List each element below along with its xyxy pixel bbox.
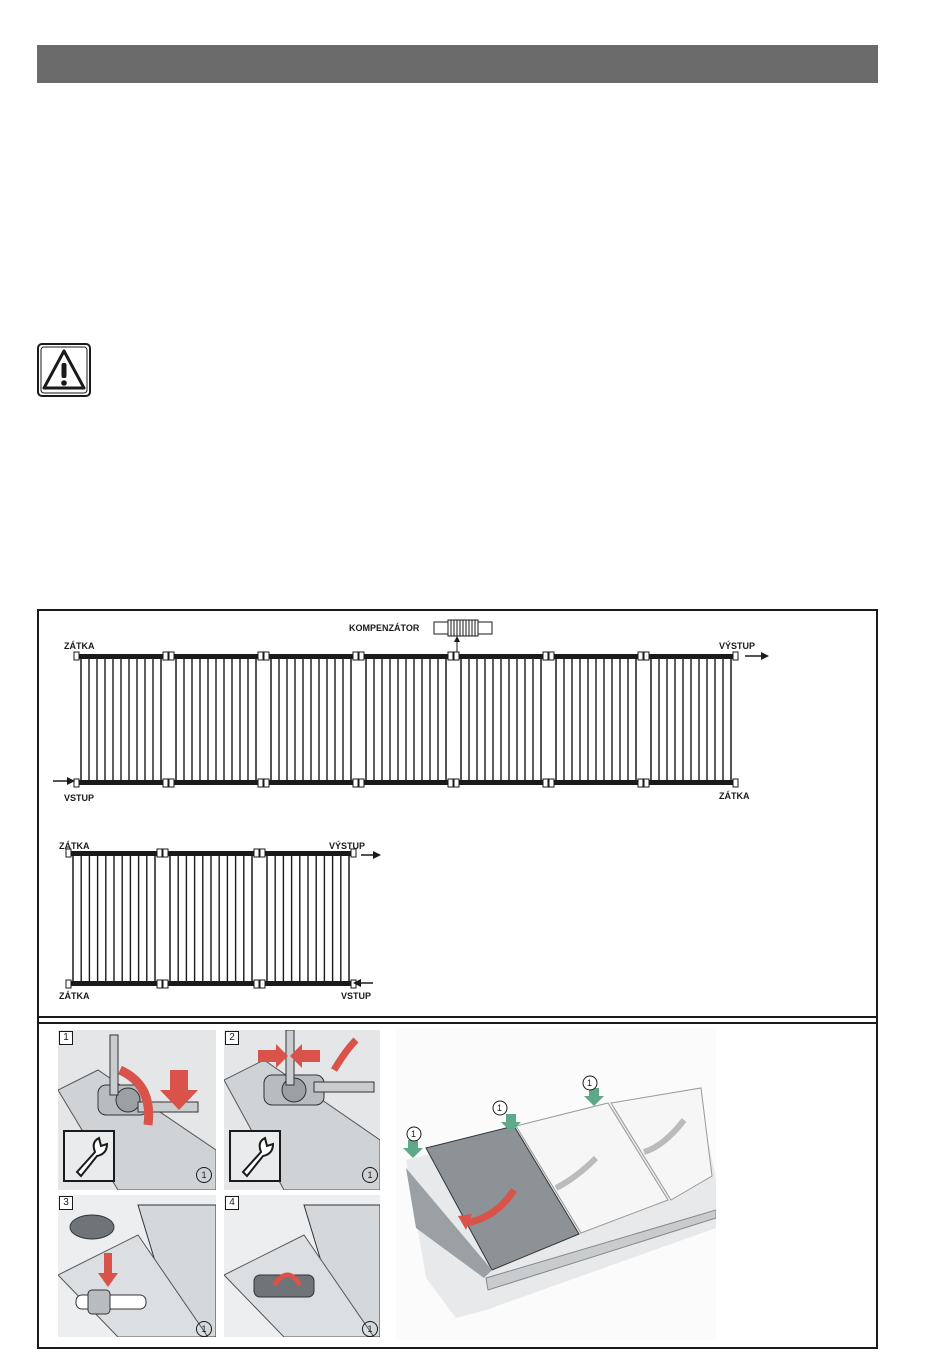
- compensator-label: KOMPENZÁTOR: [349, 623, 420, 633]
- cover-marker: 1: [411, 1129, 417, 1139]
- cover-installation-illustration: [396, 1028, 716, 1340]
- collector-panel: [169, 652, 263, 787]
- plug-left-label: ZÁTKA: [64, 641, 95, 651]
- collector-panel: [454, 652, 548, 787]
- step-badge: 1: [196, 1167, 212, 1183]
- cover-marker: 1: [497, 1103, 503, 1113]
- warning-triangle-icon: [37, 343, 91, 397]
- collector-panel: [264, 652, 358, 787]
- collector-panel: [74, 652, 168, 787]
- collector-panel: [66, 849, 162, 988]
- collector-panel: [359, 652, 453, 787]
- inlet-label: VSTUP: [64, 793, 95, 802]
- collector-panel: [549, 652, 643, 787]
- collector-panel: [260, 849, 356, 988]
- step-2-illustration: [224, 1030, 380, 1190]
- collector-series-diagram-7: [39, 612, 876, 802]
- step-badge: 1: [196, 1321, 212, 1337]
- plug-top-label: ZÁTKA: [59, 841, 90, 851]
- wrench-icon: [229, 1130, 281, 1182]
- plug-right-label: ZÁTKA: [719, 791, 750, 801]
- cover-marker: 1: [587, 1078, 593, 1088]
- step-number: 3: [59, 1196, 73, 1210]
- outlet-arrow-icon: [373, 851, 381, 859]
- step-1-illustration: [58, 1030, 216, 1190]
- outlet-label: VÝSTUP: [329, 841, 366, 851]
- frame-divider: [39, 1016, 876, 1018]
- step-3-illustration: [58, 1195, 216, 1337]
- frame-divider: [39, 1022, 876, 1024]
- collector-series-diagram-3: [39, 837, 399, 1005]
- section-header-bar: [37, 45, 878, 83]
- step-badge: 1: [362, 1321, 378, 1337]
- step-4-illustration: [224, 1195, 380, 1337]
- wrench-icon: [63, 1130, 115, 1182]
- outlet-label: VÝSTUP: [719, 641, 756, 651]
- step-number: 1: [59, 1031, 73, 1045]
- step-badge: 1: [362, 1167, 378, 1183]
- inlet-label: VSTUP: [341, 991, 372, 1001]
- outlet-arrow-icon: [761, 652, 769, 660]
- collector-panel: [644, 652, 738, 787]
- step-number: 4: [225, 1196, 239, 1210]
- step-number: 2: [225, 1031, 239, 1045]
- plug-bottom-label: ZÁTKA: [59, 991, 90, 1001]
- compensator-icon: [434, 620, 492, 652]
- collector-panel: [163, 849, 259, 988]
